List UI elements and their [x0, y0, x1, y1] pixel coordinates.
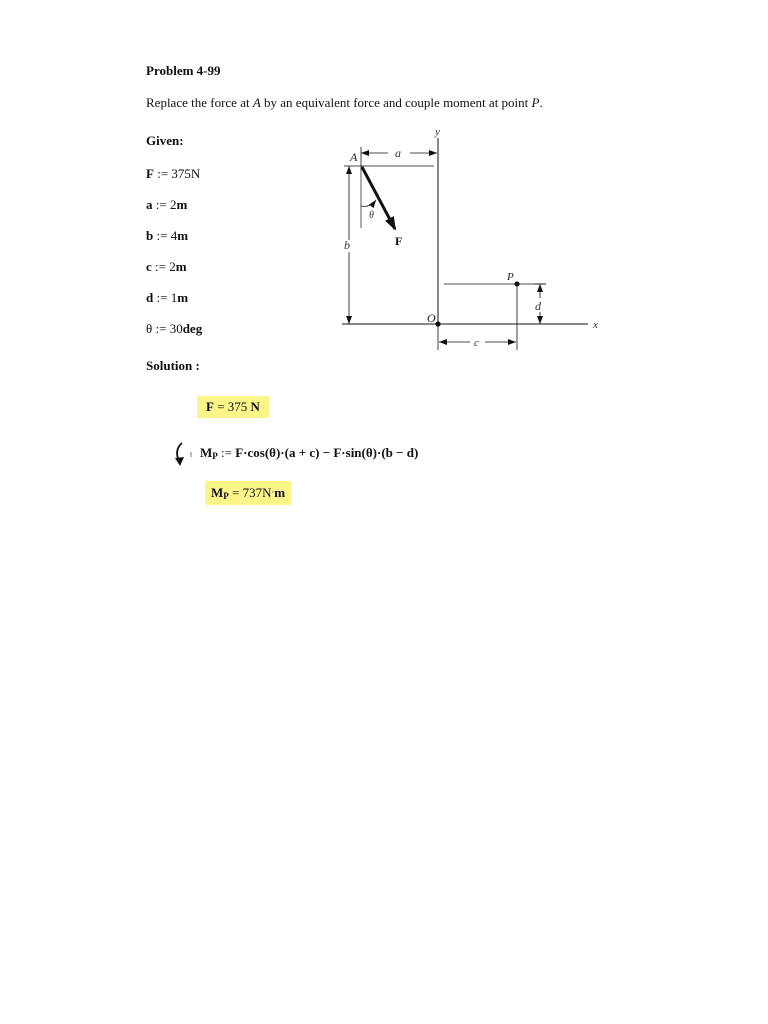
statement-point-a: A: [252, 95, 261, 110]
point-a-label: A: [350, 150, 358, 164]
b-dim-label: b: [344, 238, 350, 252]
force-result: F = 375 N: [197, 396, 269, 418]
y-axis-label: y: [435, 126, 440, 138]
statement-mid: by an equivalent force and couple moment at point: [260, 95, 532, 110]
statement-end: .: [539, 95, 543, 110]
force-arrow: [362, 167, 395, 229]
origin-point: [435, 321, 440, 326]
force-diagram: [330, 120, 610, 355]
param-theta: θ := 30deg: [146, 321, 203, 336]
theta-arc: [361, 200, 376, 206]
param-b: b := 4m: [146, 228, 189, 243]
problem-title: Problem 4-99: [146, 63, 221, 78]
a-dim-label: a: [395, 146, 401, 160]
param-c: c := 2m: [146, 259, 187, 274]
moment-result: $M_P = 737N\cdot m$: [205, 481, 291, 505]
theta-label: θ: [369, 210, 374, 221]
origin-label: O: [427, 311, 436, 325]
moment-equation: $M_P$ := F·cos(θ)·(a + c) − F·sin(θ)·(b − d): [200, 445, 419, 461]
statement-point-p: P: [531, 95, 540, 110]
counterclockwise-moment-icon: [172, 440, 196, 468]
d-dim-label: d: [535, 299, 541, 313]
force-label: F: [395, 234, 403, 248]
x-axis-label: x: [593, 319, 598, 331]
c-dim-label: c: [474, 337, 479, 349]
problem-statement: [146, 95, 543, 111]
param-a: a := 2m: [146, 197, 188, 212]
solution-heading: Solution :: [146, 358, 200, 373]
statement-pre: Replace the force at: [146, 95, 253, 110]
point-p: [514, 281, 519, 286]
param-f: F := 375N: [146, 166, 201, 181]
given-heading: Given:: [146, 133, 184, 148]
point-p-label: P: [507, 271, 514, 283]
param-d: d := 1m: [146, 290, 189, 305]
